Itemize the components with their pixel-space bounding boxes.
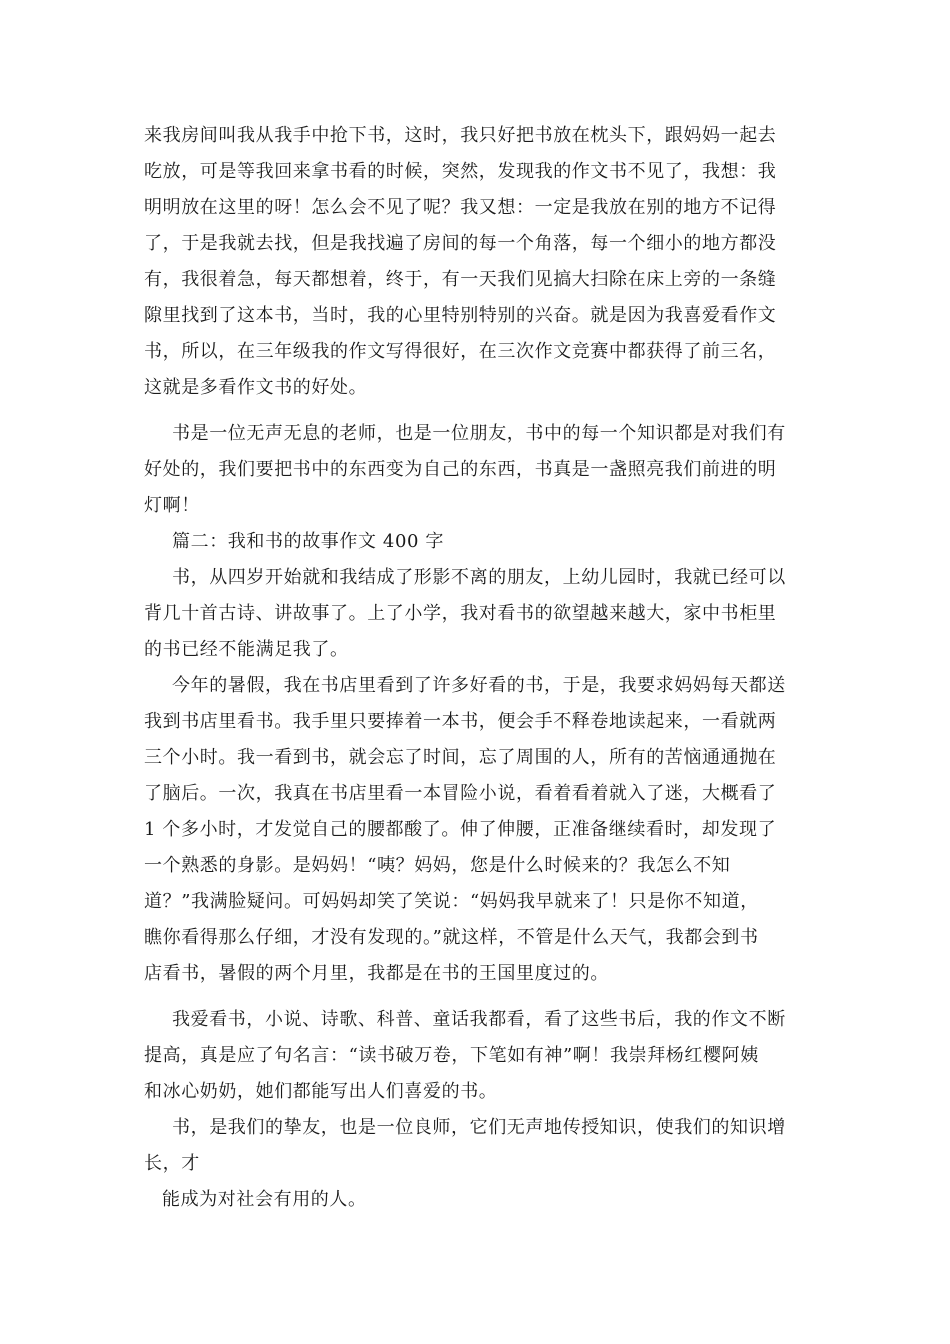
text-line: 和冰心奶奶，她们都能写出人们喜爱的书。 (144, 1081, 498, 1102)
text-line: 道？”我满脸疑问。可妈妈却笑了笑说：“妈妈我早就来了！只是你不知道， (144, 891, 759, 912)
text-line: 瞧你看得那么仔细，才没有发现的。”就这样，不管是什么天气，我都会到书 (144, 927, 759, 948)
paragraph-first-line: 书是一位无声无息的老师，也是一位朋友，书中的每一个知识都是对我们有 (172, 423, 786, 444)
text-line: 好处的，我们要把书中的东西变为自己的东西，书真是一盏照亮我们前进的明 (144, 459, 777, 480)
text-line: 了脑后。一次，我真在书店里看一本冒险小说，看着看着就入了迷，大概看了 (144, 783, 777, 804)
text-line: 这就是多看作文书的好处。 (144, 377, 368, 398)
text-line: 店看书，暑假的两个月里，我都是在书的王国里度过的。 (144, 963, 609, 984)
text-line: 书，所以，在三年级我的作文写得很好，在三次作文竞赛中都获得了前三名， (144, 341, 777, 362)
text-line: 来我房间叫我从我手中抢下书，这时，我只好把书放在枕头下，跟妈妈一起去 (144, 125, 777, 146)
paragraph-first-line: 今年的暑假，我在书店里看到了许多好看的书，于是，我要求妈妈每天都送 (172, 675, 786, 696)
text-line: 长，才 (144, 1153, 200, 1174)
text-line: 的书已经不能满足我了。 (144, 639, 349, 660)
text-line: 有，我很着急，每天都想着，终于，有一天我们见搞大扫除在床上旁的一条缝 (144, 269, 777, 290)
text-line: 灯啊！ (144, 495, 200, 516)
text-line: 三个小时。我一看到书，就会忘了时间，忘了周围的人，所有的苦恼通通抛在 (144, 747, 777, 768)
text-line: 我到书店里看书。我手里只要捧着一本书，便会手不释卷地读起来，一看就两 (144, 711, 777, 732)
section-heading: 篇二：我和书的故事作文 400 字 (172, 531, 444, 552)
paragraph-first-line: 书，是我们的挚友，也是一位良师，它们无声地传授知识，使我们的知识增 (172, 1117, 786, 1138)
text-line: 吃放，可是等我回来拿书看的时候，突然，发现我的作文书不见了，我想：我 (144, 161, 777, 182)
paragraph-first-line: 我爱看书，小说、诗歌、科普、童话我都看，看了这些书后，我的作文不断 (172, 1009, 786, 1030)
text-line: 了，于是我就去找，但是我找遍了房间的每一个角落，每一个细小的地方都没 (144, 233, 777, 254)
text-line: 背几十首古诗、讲故事了。上了小学，我对看书的欲望越来越大，家中书柜里 (144, 603, 777, 624)
text-line: 1 个多小时，才发觉自己的腰都酸了。伸了伸腰，正准备继续看时，却发现了 (144, 819, 777, 840)
text-line: 一个熟悉的身影。是妈妈！“咦？妈妈，您是什么时候来的？我怎么不知 (144, 855, 731, 876)
text-line: 明明放在这里的呀！怎么会不见了呢？我又想：一定是我放在别的地方不记得 (144, 197, 777, 218)
text-line: 能成为对社会有用的人。 (162, 1189, 367, 1210)
paragraph-first-line: 书，从四岁开始就和我结成了形影不离的朋友，上幼儿园时，我就已经可以 (172, 567, 786, 588)
text-line: 隙里找到了这本书，当时，我的心里特别特别的兴奋。就是因为我喜爱看作文 (144, 305, 777, 326)
text-line: 提高，真是应了句名言：“读书破万卷，下笔如有神”啊！我崇拜杨红樱阿姨 (144, 1045, 759, 1066)
